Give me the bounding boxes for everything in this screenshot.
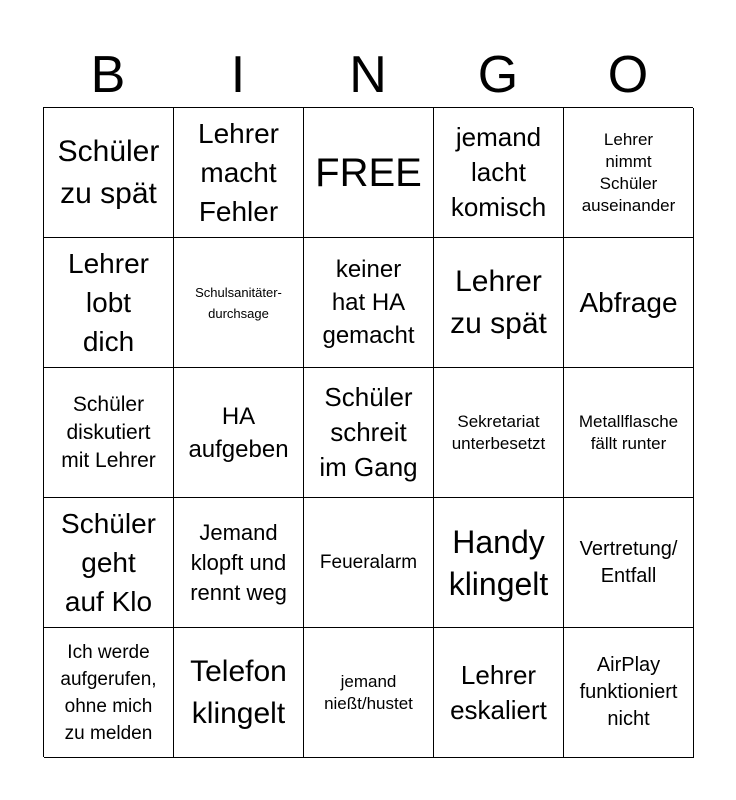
bingo-cell[interactable]: [174, 238, 304, 368]
cell-label: Sekretariat unterbesetzt: [451, 411, 546, 453]
bingo-cell[interactable]: [564, 628, 694, 758]
bingo-cell[interactable]: [44, 368, 174, 498]
cell-label: keiner hat HA gemacht: [322, 256, 415, 349]
bingo-cell[interactable]: [434, 238, 564, 368]
cell-label: jemand nießt/hustet: [324, 671, 413, 713]
bingo-cell[interactable]: [174, 498, 304, 628]
cell-label: Schulsanitäter- durchsage: [195, 284, 282, 321]
bingo-cell[interactable]: [304, 238, 434, 368]
header-letter-o: O: [607, 46, 649, 104]
bingo-board: [43, 107, 693, 757]
cell-label: Lehrer eskaliert: [450, 659, 547, 725]
cell-label: AirPlay funktioniert nicht: [579, 654, 678, 730]
bingo-cell[interactable]: [44, 108, 174, 238]
bingo-cell[interactable]: [44, 628, 174, 758]
bingo-cell[interactable]: [304, 368, 434, 498]
bingo-cell[interactable]: [434, 498, 564, 628]
cell-label: Schüler schreit im Gang: [319, 382, 418, 482]
header-letter-g: G: [477, 46, 519, 104]
bingo-cell[interactable]: [434, 108, 564, 238]
bingo-cell[interactable]: [434, 628, 564, 758]
bingo-cell[interactable]: [174, 108, 304, 238]
cell-label: Feueralarm: [319, 552, 418, 573]
cell-label: Lehrer macht Fehler: [198, 118, 279, 227]
cell-label: Abfrage: [579, 287, 678, 318]
cell-label: Lehrer nimmt Schüler auseinander: [581, 129, 676, 215]
bingo-cell[interactable]: [174, 628, 304, 758]
bingo-cell[interactable]: [564, 238, 694, 368]
bingo-cell[interactable]: [564, 108, 694, 238]
cell-label: Ich werde aufgerufen, ohne mich zu melden: [60, 641, 157, 744]
bingo-cell[interactable]: [174, 368, 304, 498]
bingo-cell[interactable]: [44, 498, 174, 628]
cell-label: Handy klingelt: [448, 523, 549, 602]
cell-label: Vertretung/ Entfall: [579, 537, 678, 587]
bingo-cell[interactable]: [304, 628, 434, 758]
cell-label: Lehrer zu spät: [450, 264, 547, 340]
header-letter-b: B: [90, 46, 126, 104]
cell-label: Telefon klingelt: [190, 654, 287, 730]
bingo-cell[interactable]: [434, 368, 564, 498]
header-letter-i: I: [230, 46, 246, 104]
cell-label: Schüler diskutiert mit Lehrer: [61, 392, 156, 472]
cell-label: Schüler geht auf Klo: [61, 508, 156, 617]
bingo-cell[interactable]: [564, 498, 694, 628]
bingo-header: [43, 44, 693, 106]
free-cell[interactable]: [304, 108, 434, 238]
cell-label: jemand lacht komisch: [450, 122, 547, 222]
bingo-cell[interactable]: [564, 368, 694, 498]
header-letter-n: N: [349, 46, 387, 104]
cell-label: Jemand klopft und rennt weg: [190, 519, 287, 605]
cell-label: Schüler zu spät: [57, 134, 160, 210]
cell-label: Lehrer lobt dich: [68, 248, 149, 357]
bingo-cell[interactable]: [44, 238, 174, 368]
bingo-cell[interactable]: [304, 498, 434, 628]
cell-label: FREE: [315, 150, 422, 195]
cell-label: HA aufgeben: [188, 402, 289, 463]
cell-label: Metallflasche fällt runter: [578, 411, 679, 453]
